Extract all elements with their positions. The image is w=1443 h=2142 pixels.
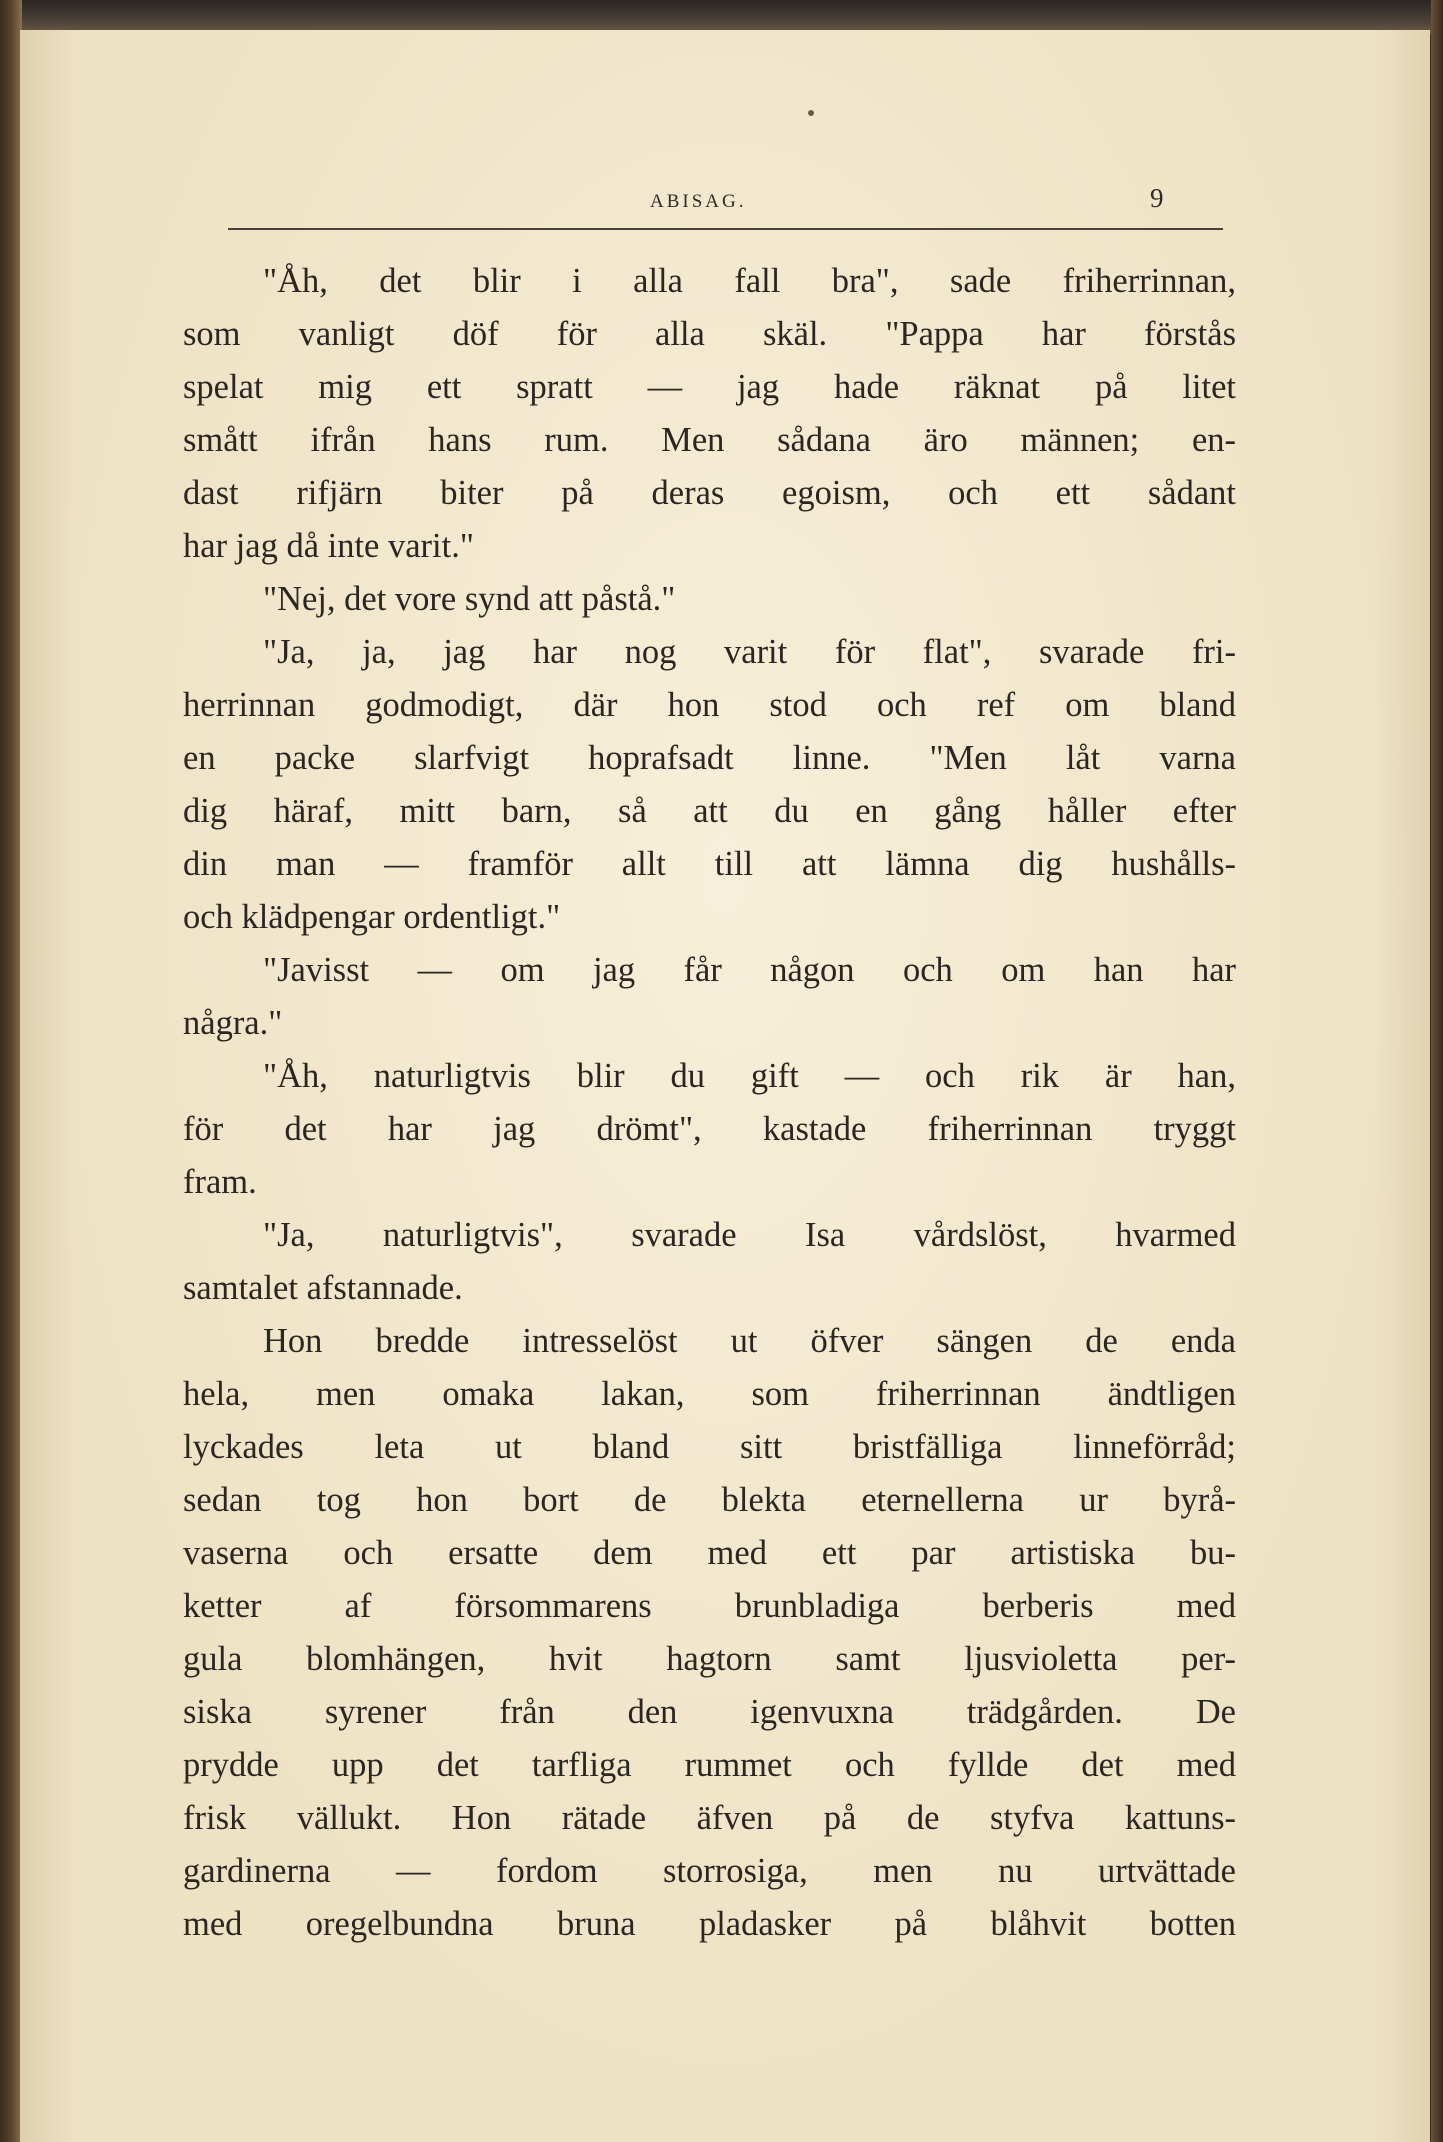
text-line: ketter af försommarens brunbladiga berberis med [183, 1587, 1236, 1625]
text-line: "Nej, det vore synd att påstå." [263, 580, 676, 618]
text-line: hela, men omaka lakan, som friherrinnan ändtligen [183, 1375, 1236, 1413]
text-line: gardinerna — fordom storrosiga, men nu urtvättade [183, 1852, 1236, 1890]
text-line: Hon bredde intresselöst ut öfver sängen de enda [263, 1322, 1236, 1360]
text-line: en packe slarfvigt hoprafsadt linne. "Men låt varna [183, 739, 1236, 777]
running-head [150, 183, 1230, 223]
text-line: "Åh, det blir i alla fall bra", sade friherrinnan, [263, 262, 1236, 300]
text-line: sedan tog hon bort de blekta eternellerna ur byrå- [183, 1481, 1236, 1519]
text-line: herrinnan godmodigt, där hon stod och ref om bland [183, 686, 1236, 724]
text-line: "Ja, naturligtvis", svarade Isa vårdslöst, hvarmed [263, 1216, 1236, 1254]
text-line: smått ifrån hans rum. Men sådana äro männen; en- [183, 421, 1236, 459]
text-line: din man — framför allt till att lämna dig hushålls- [183, 845, 1236, 883]
body-text [183, 255, 1236, 1951]
book-binding-edge [0, 0, 22, 2142]
text-line: har jag då inte varit." [183, 527, 474, 565]
text-line: några." [183, 1004, 283, 1042]
page-number: 9 [1150, 183, 1164, 213]
text-line: fram. [183, 1163, 257, 1201]
text-line: frisk vällukt. Hon rätade äfven på de styfva kattuns- [183, 1799, 1236, 1837]
header-rule [228, 228, 1223, 230]
text-line: prydde upp det tarfliga rummet och fyllde det med [183, 1746, 1236, 1784]
text-line: lyckades leta ut bland sitt bristfälliga linneförråd; [183, 1428, 1236, 1466]
text-line: dast rifjärn biter på deras egoism, och ett sådant [183, 474, 1236, 512]
text-line: siska syrener från den igenvuxna trädgården. De [183, 1693, 1236, 1731]
text-line: spelat mig ett spratt — jag hade räknat på litet [183, 368, 1236, 406]
text-line: vaserna och ersatte dem med ett par artistiska bu- [183, 1534, 1236, 1572]
text-line: för det har jag drömt", kastade friherrinnan tryggt [183, 1110, 1236, 1148]
book-outer-edge [1431, 0, 1443, 2142]
text-line: och klädpengar ordentligt." [183, 898, 561, 936]
text-line: samtalet afstannade. [183, 1269, 463, 1307]
text-line: "Javisst — om jag får någon och om han har [263, 951, 1236, 989]
text-line: dig häraf, mitt barn, så att du en gång håller efter [183, 792, 1236, 830]
book-top-edge [0, 0, 1443, 34]
text-line: gula blomhängen, hvit hagtorn samt ljusvioletta per- [183, 1640, 1236, 1678]
text-line: med oregelbundna bruna pladasker på blåhvit botten [183, 1905, 1236, 1943]
ink-speck [808, 110, 814, 116]
text-line: "Åh, naturligtvis blir du gift — och rik är han, [263, 1057, 1236, 1095]
running-title: ABISAG. [650, 191, 747, 212]
text-line: som vanligt döf för alla skäl. "Pappa har förstås [183, 315, 1236, 353]
text-line: "Ja, ja, jag har nog varit för flat", svarade fri- [263, 633, 1236, 671]
